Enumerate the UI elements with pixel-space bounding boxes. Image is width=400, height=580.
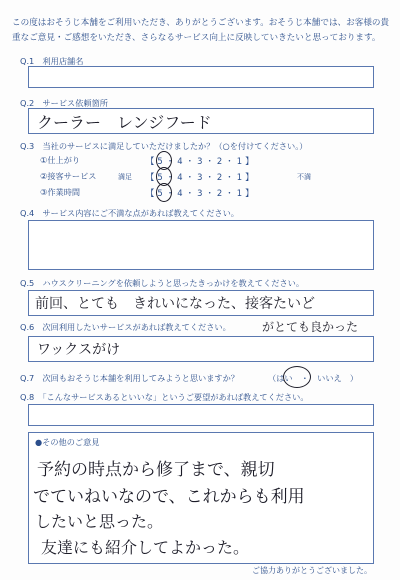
q3-item-finish-scale[interactable]: 【 5 ・ 4 ・ 3 ・ 2 ・ 1 】 — [146, 156, 254, 166]
q6-answer-box[interactable] — [28, 336, 374, 362]
q2-answer-box[interactable] — [28, 108, 374, 134]
selected-circle-time — [156, 183, 172, 202]
q5-label: Q.5 ハウスクリーニングを依頼しようと思ったきっかけを教えてください。 — [20, 278, 305, 288]
q7-options[interactable]: （はい ・ いいえ ） — [268, 373, 359, 383]
q3-item-time-label: ③作業時間 — [40, 187, 81, 197]
other-line-3: したいと思った。 — [35, 512, 164, 531]
selected-circle-yes — [283, 366, 311, 388]
q7-label: Q.7 次回もおそうじ本舗を利用してみようと思いますか？ — [20, 373, 239, 383]
q6-label: Q.6 次回利用したいサービスがあれば教えてください。 — [20, 322, 231, 332]
other-line-2: でていねいなので、これからも利用 — [33, 487, 305, 507]
q5-answer-line2: がとても良かった — [262, 320, 359, 334]
q3-item-finish-label: ①仕上がり — [40, 155, 81, 165]
q6-answer: ワックスがけ — [37, 342, 121, 358]
q8-label: Q.8 「こんなサービスあるといいな」というご要望があれば教えてください。 — [20, 392, 309, 402]
intro-text: この度はおそうじ本舗をご利用いただき、ありがとうございます。おそうじ本舗では、お客様の貴重なご意見・ご感想をいただき、さらなるサービス向上に反映していきたいと思っております。 — [12, 18, 390, 43]
q5-answer-line1: 前回、とても きれいになった、接客たいど — [35, 296, 315, 312]
other-label: ●その他のご意見 — [35, 437, 100, 447]
other-opinion-box[interactable] — [28, 432, 374, 564]
q2-label: Q.2 サービス依頼箇所 — [20, 98, 108, 108]
q3-label: Q.3 当社のサービスに満足していただけましたか？（○を付けてください。） — [20, 141, 308, 151]
q4-answer-box[interactable] — [28, 220, 374, 270]
q3-item-time-scale[interactable]: 【 5 ・ 4 ・ 3 ・ 2 ・ 1 】 — [146, 188, 254, 198]
q4-label: Q.4 サービス内容にご不満な点があれば教えてください。 — [20, 208, 239, 218]
scale-left-label: 満足 — [118, 173, 132, 181]
q1-answer-box[interactable] — [28, 66, 374, 88]
other-line-1: 予約の時点から修了まで、親切 — [37, 460, 275, 480]
q5-answer-box[interactable] — [28, 290, 374, 316]
thanks-text: ご協力ありがとうございました。 — [252, 566, 372, 575]
q8-answer-box[interactable] — [28, 404, 374, 426]
q3-item-service-label: ②接客サービス — [40, 171, 97, 181]
q2-answer: クーラー レンジフード — [37, 113, 212, 132]
scale-right-label: 不満 — [297, 173, 311, 181]
q1-label: Q.1 利用店舗名 — [20, 56, 84, 66]
other-line-4: 友達にも紹介してよかった。 — [41, 538, 250, 557]
q3-item-service-scale[interactable]: 【 5 ・ 4 ・ 3 ・ 2 ・ 1 】 — [146, 172, 254, 182]
